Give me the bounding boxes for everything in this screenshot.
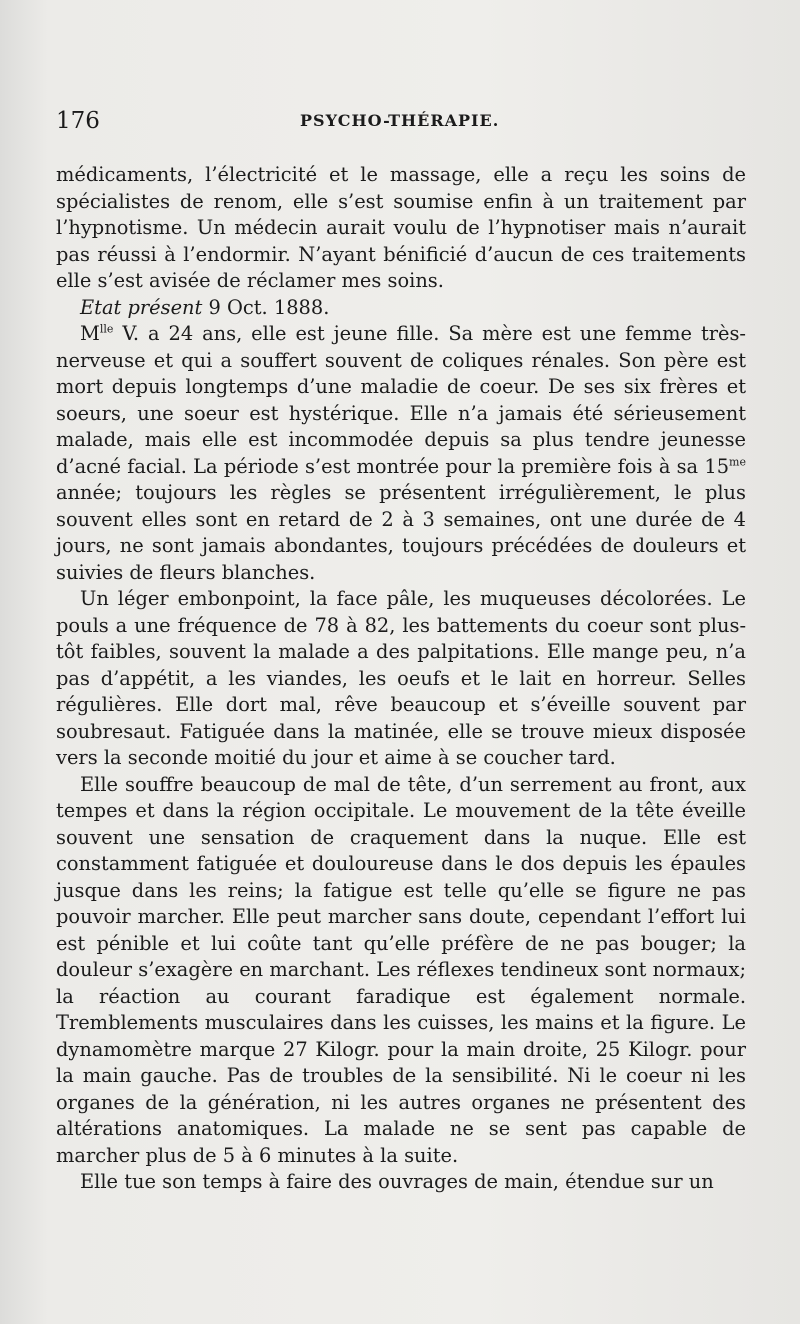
page-number: 176 (56, 108, 100, 134)
ordinal-superscript: me (729, 455, 746, 469)
paragraph-physical-exam: Un léger embonpoint, la face pâle, les muqueuses décolorées. Le pouls a une fréquence de 78 à 82, les battements du coeur sont plus-tôt faibles, souvent la malade a des palpitations. Elle mange peu, n’a pas d’appétit, a les viandes, les oeufs et le lait en horreur. Selles régulières. Elle dort mal, rêve beaucoup et s’éveille souvent par soubresaut. Fatiguée dans la matinée, elle se trouve mieux disposée vers la seconde moitié du jour et aime à se coucher tard. (56, 587, 746, 769)
paragraph-daily-life: Elle tue son temps à faire des ouvrages de main, étendue sur un (80, 1170, 714, 1193)
ordinal-number: 15 (704, 454, 730, 478)
state-present-line (56, 295, 746, 322)
history-text-rest: année; toujours les règles se présentent irrégulièrement, le plus souvent elles sont en retard de 2 à 3 semaines, ont une durée de 4 jours, ne sont jamais abondantes, toujours précédées de douleurs et suivies de fleurs blanches. (56, 481, 746, 584)
paragraph-patient-history (56, 321, 746, 586)
page-header (56, 108, 740, 140)
state-date: 9 Oct. 1888. (208, 295, 330, 319)
paragraph-continued: médicaments, l’électricité et le massage, elle a reçu les soins de spécialistes de renom, elle s’est soumise enfin à un traitement par l’hypnotisme. Un médecin aurait voulu de l’hypnotiser mais n’aurait pas réussi à l’endormir. N’ayant bénificié d’aucun de ces traitements elle s’est avisée de réclamer mes soins. (56, 163, 746, 292)
state-label: Etat présent (80, 295, 203, 319)
body-text (56, 162, 746, 1196)
history-text: V. a 24 ans, elle est jeune fille. Sa mère est une femme très-nerveuse et qui a souffert souvent de coliques rénales. Son père est mort depuis longtemps d’une maladie de coeur. De ses six frères et soeurs, une soeur est hystérique. Elle n’a jamais été sérieusement malade, mais elle est incommodée depuis sa plus tendre jeunesse d’acné facial. La période s’est montrée pour la première fois à sa (56, 322, 746, 478)
running-title: PSYCHO-THÉRAPIE. (300, 111, 500, 130)
title-prefix: M (80, 322, 100, 345)
paragraph-symptoms: Elle souffre beaucoup de mal de tête, d’un serrement au front, aux tempes et dans la région occipitale. Le mouvement de la tête éveille souvent une sensation de craquement dans la nuque. Elle est constamment fatiguée et douloureuse dans le dos depuis les épaules jusque dans les reins; la fatigue est telle qu’elle se figure ne pas pouvoir marcher. Elle peut marcher sans doute, cependant l’effort lui est pénible et lui coûte tant qu’elle préfère de ne pas bouger; la douleur s’exagère en marchant. Les réflexes tendineux sont normaux; la réaction au courant faradique est également normale. Tremblements musculaires dans les cuisses, les mains et la figure. Le dynamomètre marque 27 Kilogr. pour la main droite, 25 Kilogr. pour la main gauche. Pas de troubles de la sensibilité. Ni le coeur ni les organes de la génération, ni les autres organes ne présentent des altérations anatomiques. La malade ne se sent pas capable de marcher plus de 5 à 6 minutes à la suite. (56, 772, 746, 1167)
title-superscript: lle (99, 322, 114, 336)
